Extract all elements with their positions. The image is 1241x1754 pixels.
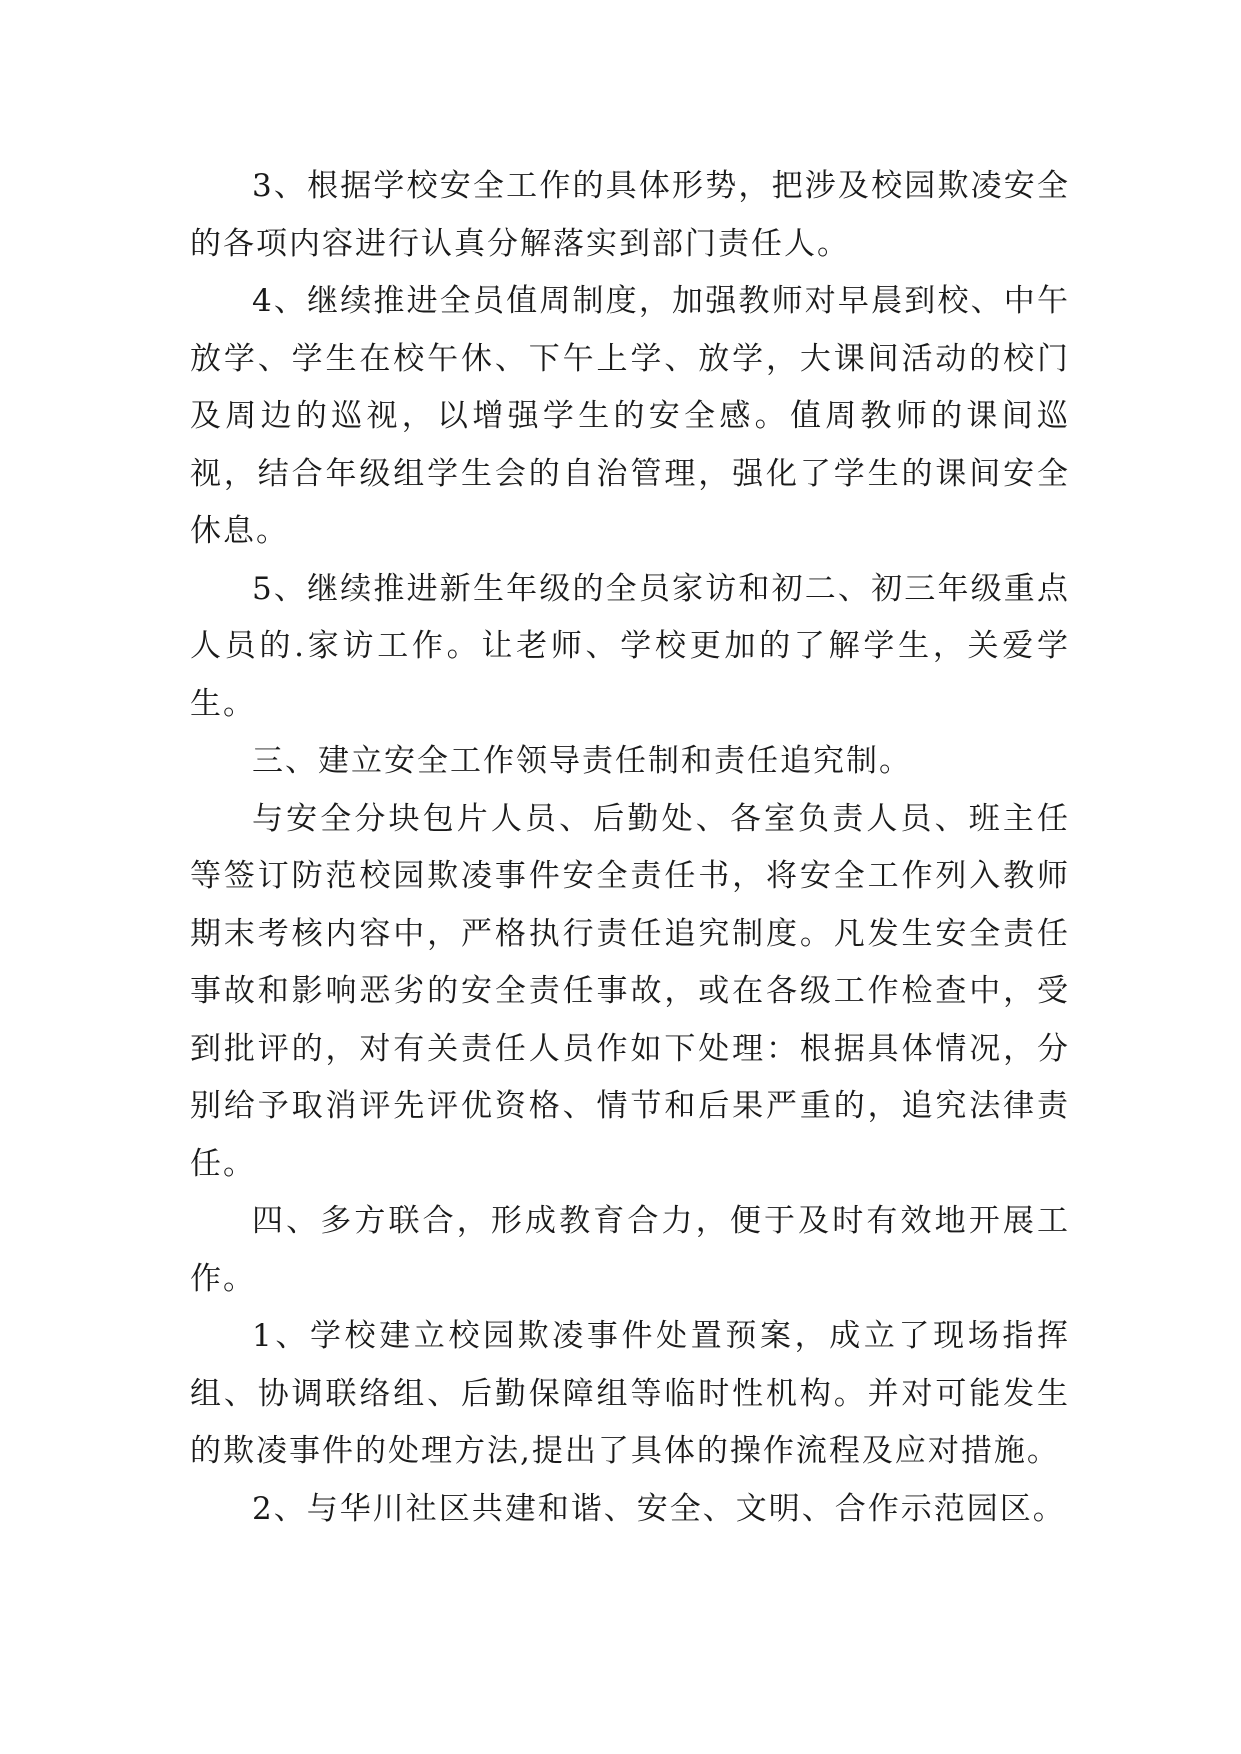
paragraph-item-5: 5、继续推进新生年级的全员家访和初二、初三年级重点人员的.家访工作。让老师、学校更加的了解学生，关爱学生。	[190, 570, 1070, 722]
section-heading-four: 四、多方联合，形成教育合力，便于及时有效地开展工作。	[190, 1203, 1070, 1297]
section-heading-three: 三、建立安全工作领导责任制和责任追究制。	[252, 743, 912, 779]
paragraph-responsibility: 与安全分块包片人员、后勤处、各室负责人员、班主任等签订防范校园欺凌事件安全责任书，将安全工作列入教师期末考核内容中，严格执行责任追究制度。凡发生安全责任事故和影响恶劣的安全责任事故，或在各级工作检查中，受到批评的，对有关责任人员作如下处理：根据具体情况，分别给予取消评先评优资格、情节和后果严重的，追究法律责任。	[190, 800, 1070, 1182]
paragraph-item-4: 4、继续推进全员值周制度，加强教师对早晨到校、中午放学、学生在校午休、下午上学、放学，大课间活动的校门及周边的巡视，以增强学生的安全感。值周教师的课间巡视，结合年级组学生会的自治管理，强化了学生的课间安全休息。	[190, 283, 1070, 549]
document-body	[190, 158, 1070, 1538]
paragraph-item-2: 2、与华川社区共建和谐、安全、文明、合作示范园区。	[252, 1490, 1066, 1527]
paragraph-item-1: 1、学校建立校园欺凌事件处置预案，成立了现场指挥组、协调联络组、后勤保障组等临时性机构。并对可能发生的欺凌事件的处理方法,提出了具体的操作流程及应对措施。	[190, 1318, 1070, 1469]
paragraph-item-3: 3、根据学校安全工作的具体形势，把涉及校园欺凌安全的各项内容进行认真分解落实到部门责任人。	[190, 168, 1070, 262]
